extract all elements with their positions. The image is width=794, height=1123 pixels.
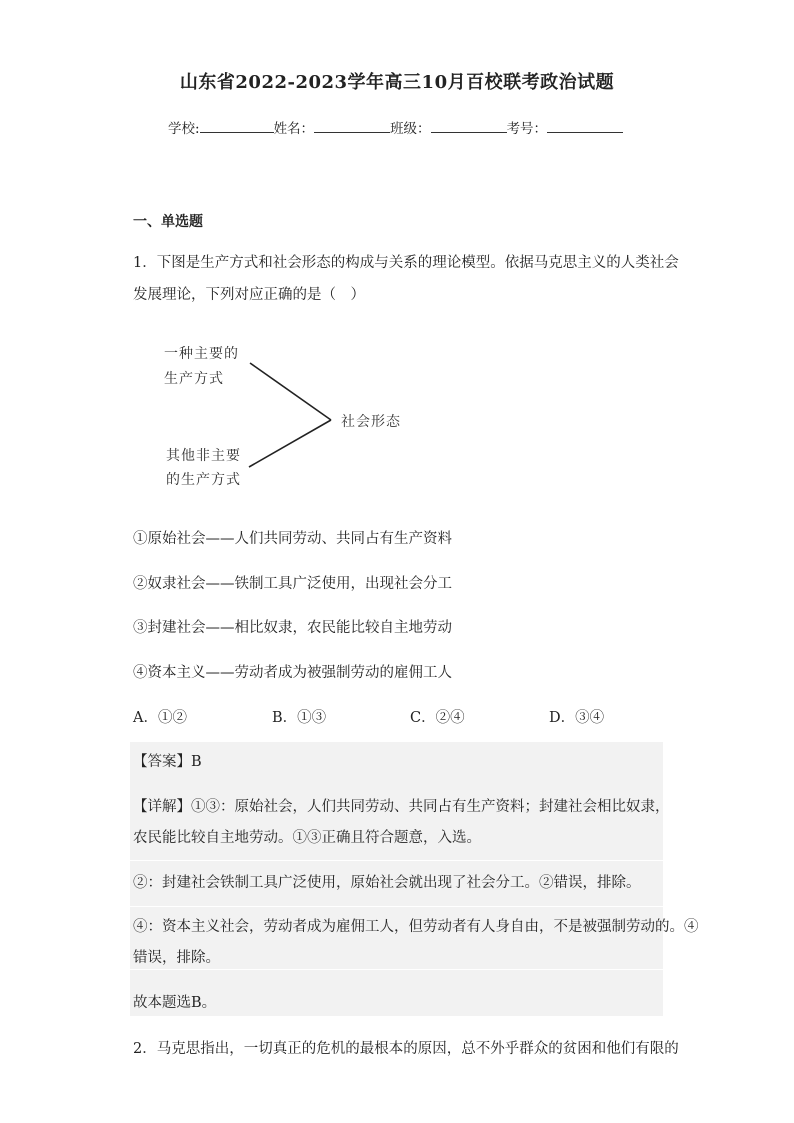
answer-conclusion: 故本题选B。 [133, 995, 217, 1011]
option-d: D．③④ [549, 710, 605, 726]
question-1-line-1: 1．下图是生产方式和社会形态的构成与关系的理论模型。依据马克思主义的人类社会 [133, 255, 679, 271]
diagram-line-bottom [249, 420, 331, 467]
answer-divider [130, 860, 663, 861]
statement-4: ④资本主义——劳动者成为被强制劳动的雇佣工人 [133, 665, 452, 681]
statement-3: ③封建社会——相比奴隶，农民能比较自主地劳动 [133, 620, 452, 636]
question-2-line-1: 2．马克思指出，一切真正的危机的最根本的原因，总不外乎群众的贫困和他们有限的 [133, 1041, 679, 1057]
diagram-target-label: 社会形态 [341, 414, 401, 430]
option-c: C．②④ [410, 710, 465, 726]
answer-line: 【答案】B [133, 754, 202, 770]
statement-1: ①原始社会——人们共同劳动、共同占有生产资料 [133, 531, 452, 547]
diagram-bottom-label-2: 的生产方式 [166, 472, 241, 488]
detail-statement-2: ②：封建社会铁制工具广泛使用，原始社会就出现了社会分工。②错误，排除。 [133, 875, 641, 891]
class-label: 班级： [390, 121, 431, 137]
name-label: 姓名： [273, 121, 315, 137]
detail-line-1: 【详解】①③：原始社会，人们共同劳动、共同占有生产资料；封建社会相比奴隶， [133, 799, 670, 815]
diagram-top-label-2: 生产方式 [164, 371, 224, 387]
page-title: 山东省2022-2023学年高三10月百校联考政治试题 [179, 72, 615, 93]
diagram-bottom-label-1: 其他非主要 [166, 448, 241, 464]
diagram-top-label-1: 一种主要的 [164, 346, 239, 362]
option-b: B．①③ [272, 710, 327, 726]
detail-line-2: 农民能比较自主地劳动。①③正确且符合题意，入选。 [133, 830, 481, 846]
school-label: 学校: [168, 121, 200, 137]
detail-statement-4-line-2: 错误，排除。 [133, 950, 220, 966]
answer-divider [130, 969, 663, 970]
option-a: A．①② [133, 710, 187, 726]
section-heading: 一、单选题 [133, 214, 203, 230]
answer-divider [130, 906, 663, 907]
detail-statement-4-line-1: ④：资本主义社会，劳动者成为雇佣工人，但劳动者有人身自由，不是被强制劳动的。④ [133, 919, 699, 935]
statement-2: ②奴隶社会——铁制工具广泛使用，出现社会分工 [133, 576, 452, 592]
question-1-line-2: 发展理论，下列对应正确的是（ ） [133, 287, 365, 303]
diagram-line-top [250, 363, 331, 420]
id-label: 考号： [506, 121, 548, 137]
